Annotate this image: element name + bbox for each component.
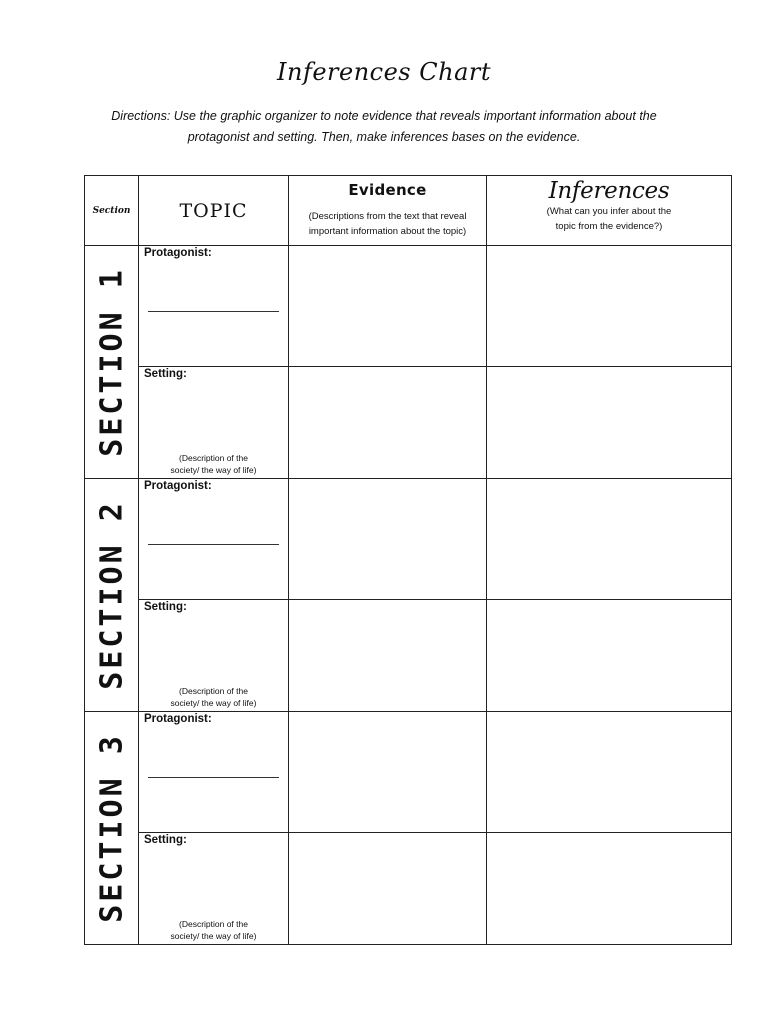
section-1-protagonist-evidence[interactable] xyxy=(289,246,487,367)
setting-desc: (Description of the society/ the way of life) xyxy=(170,453,257,475)
section-3-protagonist-inferences[interactable] xyxy=(487,712,732,833)
section-1-label: SECTION 1 xyxy=(94,267,129,457)
header-row xyxy=(85,176,732,246)
section-3-setting-inferences[interactable] xyxy=(487,833,732,945)
inferences-title: Inferences xyxy=(548,178,670,204)
evidence-title: Evidence xyxy=(348,181,427,199)
setting-label: Setting: xyxy=(144,834,187,846)
section-1-protagonist-inferences[interactable] xyxy=(487,246,732,367)
section-2-protagonist-cell xyxy=(139,479,289,600)
protagonist-label: Protagonist: xyxy=(144,247,212,259)
header-evidence xyxy=(289,176,487,246)
section-2-setting-evidence[interactable] xyxy=(289,600,487,712)
setting-label: Setting: xyxy=(144,368,187,380)
section-2-setting-row xyxy=(85,600,732,712)
setting-desc: (Description of the society/ the way of life) xyxy=(170,919,257,941)
inferences-table xyxy=(84,175,732,945)
header-topic: TOPIC xyxy=(139,176,289,246)
section-1-label-cell xyxy=(85,246,139,479)
section-2-label: SECTION 2 xyxy=(94,500,129,690)
inferences-desc-2: topic from the evidence?) xyxy=(555,221,663,232)
evidence-desc-1: (Descriptions from the text that reveal xyxy=(308,211,467,222)
section-3-protagonist-row xyxy=(85,712,732,833)
section-2-protagonist-inferences[interactable] xyxy=(487,479,732,600)
protagonist-label: Protagonist: xyxy=(144,713,212,725)
section-2-setting-cell xyxy=(139,600,289,712)
section-2-protagonist-evidence[interactable] xyxy=(289,479,487,600)
evidence-desc-2: important information about the topic) xyxy=(308,226,467,237)
section-3-setting-evidence[interactable] xyxy=(289,833,487,945)
section-1-setting-inferences[interactable] xyxy=(487,367,732,479)
section-1-protagonist-cell xyxy=(139,246,289,367)
section-1-setting-row xyxy=(85,367,732,479)
section-3-protagonist-evidence[interactable] xyxy=(289,712,487,833)
section-1-setting-evidence[interactable] xyxy=(289,367,487,479)
directions-line-1: Directions: Use the graphic organizer to note evidence that reveals important information about the xyxy=(111,109,657,123)
directions-line-2: protagonist and setting. Then, make inferences bases on the evidence. xyxy=(187,130,581,144)
header-inferences xyxy=(487,176,732,246)
section-3-protagonist-cell xyxy=(139,712,289,833)
section-2-protagonist-row xyxy=(85,479,732,600)
setting-desc: (Description of the society/ the way of life) xyxy=(170,686,257,708)
section-3-setting-cell xyxy=(139,833,289,945)
header-section: Section xyxy=(85,176,139,246)
setting-label: Setting: xyxy=(144,601,187,613)
protagonist-blank[interactable] xyxy=(148,311,279,312)
section-2-label-cell xyxy=(85,479,139,712)
page-title: Inferences Chart xyxy=(277,58,491,86)
directions xyxy=(90,106,678,148)
section-3-label: SECTION 3 xyxy=(94,733,129,923)
protagonist-blank[interactable] xyxy=(148,544,279,545)
section-1-protagonist-row xyxy=(85,246,732,367)
section-1-setting-cell xyxy=(139,367,289,479)
protagonist-label: Protagonist: xyxy=(144,480,212,492)
section-3-label-cell xyxy=(85,712,139,945)
protagonist-blank[interactable] xyxy=(148,777,279,778)
section-3-setting-row xyxy=(85,833,732,945)
section-2-setting-inferences[interactable] xyxy=(487,600,732,712)
inferences-desc-1: (What can you infer about the xyxy=(546,206,672,217)
